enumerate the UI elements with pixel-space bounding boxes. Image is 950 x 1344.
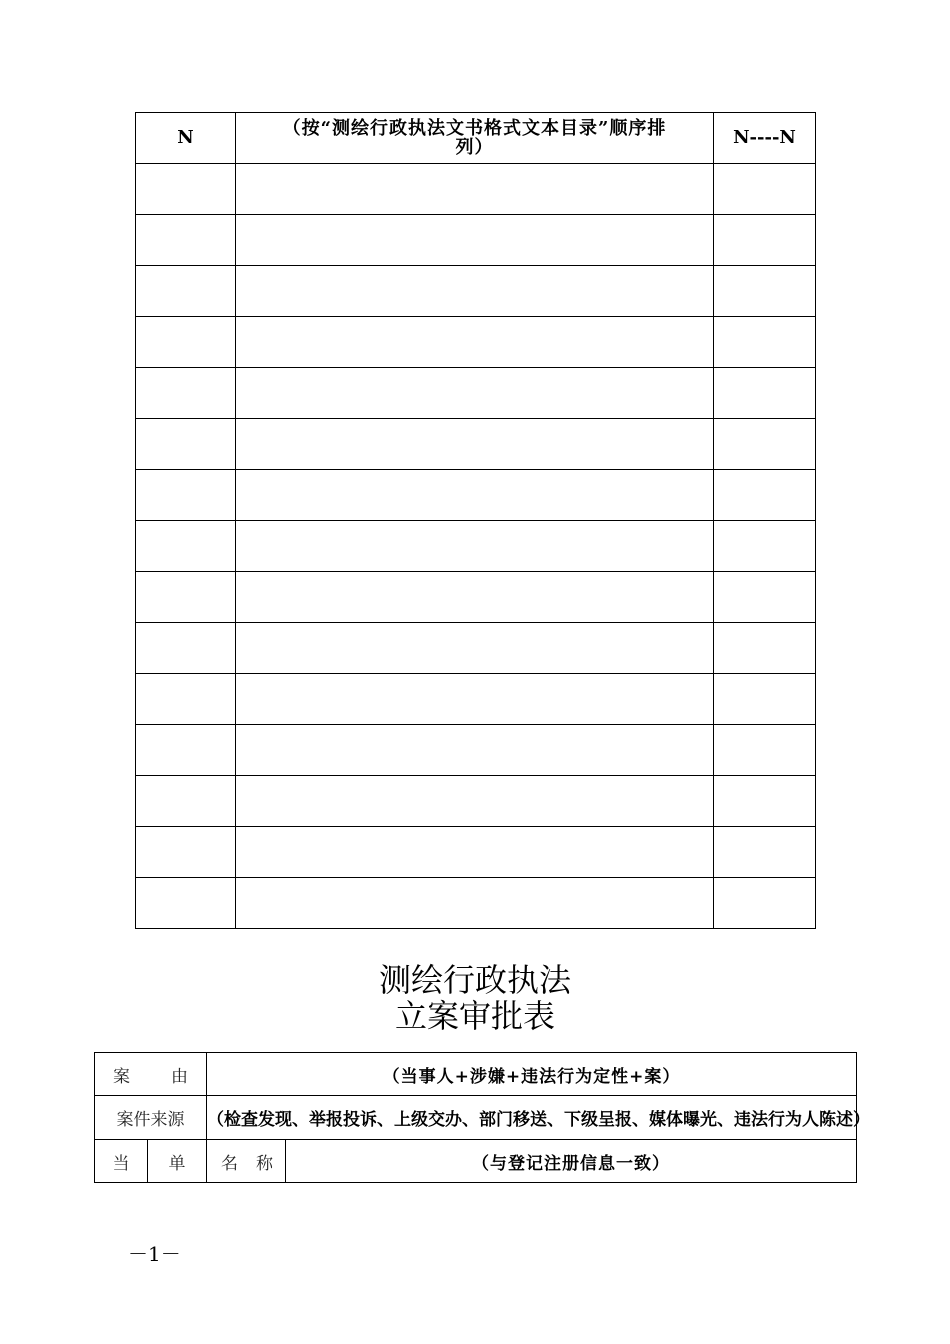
case-reason-label-a: 案 bbox=[113, 1066, 130, 1087]
index-cell-title bbox=[236, 419, 714, 470]
index-cell-number bbox=[136, 572, 236, 623]
index-cell-title bbox=[236, 521, 714, 572]
party-name-label-a: 名 bbox=[221, 1153, 238, 1174]
index-cell-title bbox=[236, 572, 714, 623]
case-reason-value: （当事人+涉嫌+违法行为定性+案） bbox=[207, 1053, 857, 1096]
index-header-title bbox=[236, 113, 714, 164]
index-header-title-line1: （按“测绘行政执法文书格式文本目录”顺序排 bbox=[282, 118, 667, 139]
index-cell-pages bbox=[714, 521, 816, 572]
index-cell-title bbox=[236, 368, 714, 419]
case-approval-form bbox=[94, 1052, 870, 1183]
form-row-case-reason bbox=[95, 1053, 857, 1096]
index-cell-pages bbox=[714, 674, 816, 725]
index-cell-pages bbox=[714, 266, 816, 317]
index-row bbox=[136, 521, 816, 572]
index-row bbox=[136, 470, 816, 521]
index-cell-pages bbox=[714, 419, 816, 470]
index-cell-pages bbox=[714, 878, 816, 929]
index-cell-pages bbox=[714, 470, 816, 521]
index-row bbox=[136, 419, 816, 470]
document-index-table bbox=[135, 112, 816, 929]
index-cell-pages bbox=[714, 776, 816, 827]
index-cell-number bbox=[136, 725, 236, 776]
page-title bbox=[0, 962, 950, 1034]
index-cell-title bbox=[236, 317, 714, 368]
party-label-a: 当 bbox=[95, 1140, 148, 1183]
index-row bbox=[136, 215, 816, 266]
index-cell-number bbox=[136, 674, 236, 725]
index-cell-title bbox=[236, 623, 714, 674]
page-number: －1－ bbox=[128, 1242, 181, 1266]
index-cell-number bbox=[136, 317, 236, 368]
index-row bbox=[136, 878, 816, 929]
party-name-label-b: 称 bbox=[256, 1153, 273, 1174]
index-cell-title bbox=[236, 470, 714, 521]
party-label-b: 单 bbox=[148, 1140, 207, 1183]
index-cell-title bbox=[236, 164, 714, 215]
page-title-line1: 测绘行政执法 bbox=[378, 961, 571, 999]
index-row bbox=[136, 164, 816, 215]
index-cell-title bbox=[236, 215, 714, 266]
index-cell-pages bbox=[714, 623, 816, 674]
index-cell-number bbox=[136, 623, 236, 674]
index-row bbox=[136, 623, 816, 674]
index-row bbox=[136, 674, 816, 725]
index-cell-title bbox=[236, 266, 714, 317]
index-row bbox=[136, 317, 816, 368]
case-reason-label bbox=[95, 1053, 207, 1096]
index-cell-pages bbox=[714, 215, 816, 266]
index-row bbox=[136, 368, 816, 419]
case-reason-label-b: 由 bbox=[171, 1066, 188, 1087]
index-cell-number bbox=[136, 776, 236, 827]
page-title-line2: 立案审批表 bbox=[394, 997, 555, 1035]
index-cell-number bbox=[136, 164, 236, 215]
index-cell-number bbox=[136, 521, 236, 572]
index-cell-number bbox=[136, 419, 236, 470]
index-cell-pages bbox=[714, 368, 816, 419]
index-row bbox=[136, 776, 816, 827]
index-row bbox=[136, 572, 816, 623]
index-cell-title bbox=[236, 725, 714, 776]
index-header-pages: N----N bbox=[714, 113, 816, 164]
index-cell-title bbox=[236, 776, 714, 827]
index-cell-number bbox=[136, 878, 236, 929]
form-row-case-source bbox=[95, 1096, 857, 1140]
index-cell-number bbox=[136, 215, 236, 266]
index-cell-number bbox=[136, 368, 236, 419]
index-row bbox=[136, 266, 816, 317]
case-source-label: 案件来源 bbox=[95, 1096, 207, 1140]
case-source-value: （检查发现、举报投诉、上级交办、部门移送、下级呈报、媒体曝光、违法行为人陈述） bbox=[207, 1096, 857, 1140]
party-name-value: （与登记注册信息一致） bbox=[286, 1140, 857, 1183]
index-cell-number bbox=[136, 470, 236, 521]
index-row bbox=[136, 725, 816, 776]
index-cell-title bbox=[236, 827, 714, 878]
index-cell-pages bbox=[714, 164, 816, 215]
index-cell-pages bbox=[714, 725, 816, 776]
index-cell-number bbox=[136, 827, 236, 878]
index-cell-title bbox=[236, 878, 714, 929]
index-cell-number bbox=[136, 266, 236, 317]
party-name-label bbox=[207, 1140, 286, 1183]
index-header-row bbox=[136, 113, 816, 164]
index-header-title-line2: 列） bbox=[455, 137, 494, 158]
index-row bbox=[136, 827, 816, 878]
index-cell-title bbox=[236, 674, 714, 725]
index-cell-pages bbox=[714, 572, 816, 623]
index-header-number: N bbox=[136, 113, 236, 164]
form-row-party bbox=[95, 1140, 857, 1183]
index-cell-pages bbox=[714, 317, 816, 368]
index-cell-pages bbox=[714, 827, 816, 878]
